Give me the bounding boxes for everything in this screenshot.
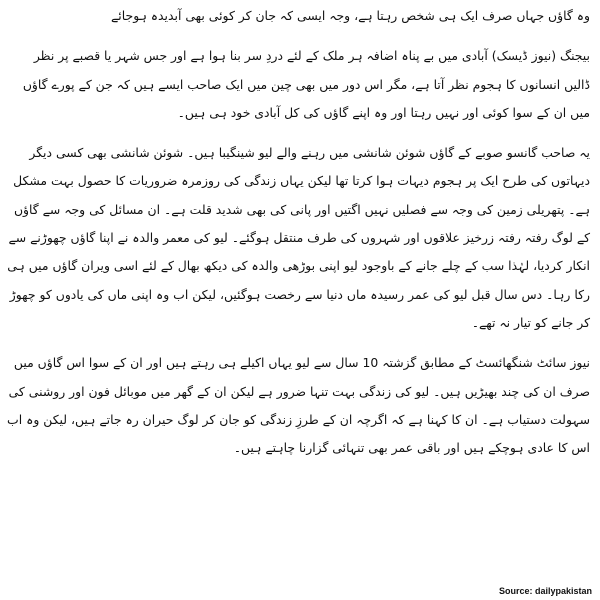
article-paragraph-intro: بیجنگ (نیوز ڈیسک) آبادی میں بے پناہ اضافہ ہر ملک کے لئے دردِ سر بنا ہوا ہے اور جس شہر یا قصبے پر نظر ڈالیں انسانوں کا ہجوم نظر آتا ہے، مگر اس دور میں بھی چین میں ایک صاحب ایسے ہیں کہ جن کے پورے گاؤں میں ان کے سوا کوئی اور نہیں رہتا اور وہ اپنے گاؤں کی کل آبادی خود ہی ہیں۔ [22, 48, 590, 120]
article-headline: وہ گاؤں جہاں صرف ایک ہی شخص رہتا ہے، وجہ ایسی کہ جان کر کوئی بھی آبدیدہ ہوجائے [111, 8, 590, 23]
source-credit: Source: dailypakistan [498, 586, 592, 596]
article-paragraph-closing: نیوز سائٹ شنگھائسٹ کے مطابق گزشتہ 10 سال سے لیو یہاں اکیلے ہی رہتے ہیں اور ان کے سوا اس گاؤں میں صرف ان کی چند بھیڑیں ہیں۔ لیو کی زندگی بہت تنہا ضرور ہے لیکن ان کے گھر میں موبائل فون اور روشنی کی سہولت دستیاب ہے۔ ان کا کہنا ہے کہ اگرچہ ان کے طرزِ زندگی کو جان کر لوگ حیران رہ جاتے ہیں، لیکن وہ اب اس کا عادی ہوچکے ہیں اور باقی عمر بھی تنہائی گزارنا چاہتے ہیں۔ [7, 355, 590, 456]
article-paragraph-story: یہ صاحب گانسو صوبے کے گاؤں شوئن شانشی میں رہنے والے لیو شینگیبا ہیں۔ شوئن شانشی بھی کسی دیگر دیہاتوں کی طرح ایک پر ہجوم دیہات ہوا کرتا تھا لیکن یہاں زندگی کی روزمرہ ضروریات کا حصول بہت مشکل ہے۔ پتھریلی زمین کی وجہ سے فصلیں نہیں اگتیں اور پانی کی بھی شدید قلت ہے۔ ان مسائل کی وجہ سے گاؤں کے لوگ رفتہ رفتہ زرخیز علاقوں اور شہروں کی طرف منتقل ہوگئے۔ لیو کی معمر والدہ نے اپنا گاؤں چھوڑنے سے انکار کردیا، لہٰذا سب کے چلے جانے کے باوجود لیو اپنی بوڑھی والدہ کی دیکھ بھال کے لئے اسی ویران گاؤں میں ہی رکا رہا۔ دس سال قبل لیو کی عمر رسیدہ ماں دنیا سے رخصت ہوگئیں، لیکن اب وہ اپنی ماں کی یادوں کو چھوڑ کر جانے کو تیار نہ تھے۔ [7, 145, 590, 330]
